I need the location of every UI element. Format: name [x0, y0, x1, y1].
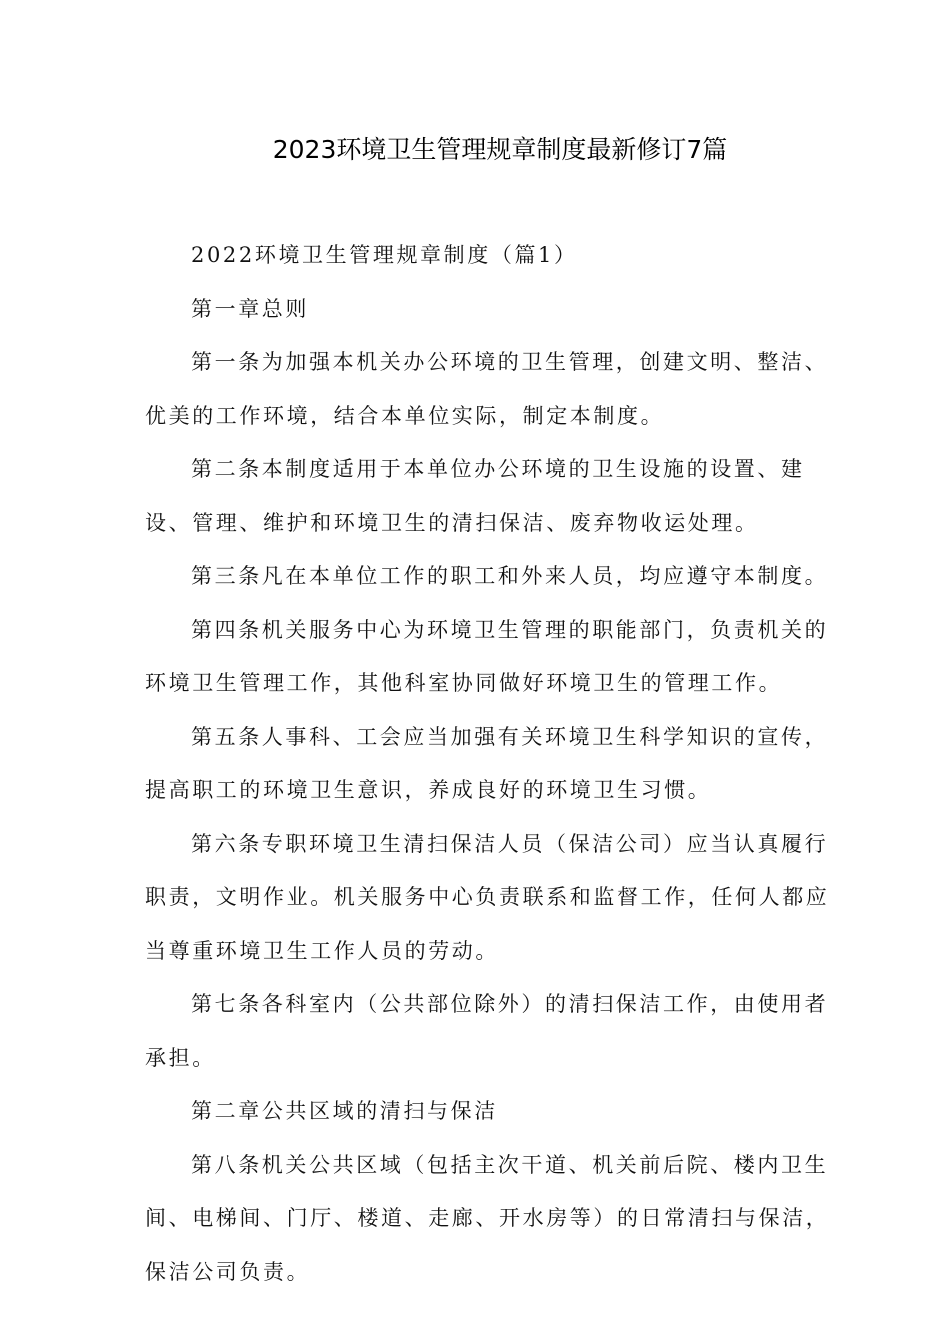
- text-line: 第一章总则: [191, 296, 309, 321]
- text-line: 第五条人事科、工会应当加强有关环境卫生科学知识的宣传，: [191, 724, 829, 749]
- article-7: [145, 978, 829, 1085]
- text-line: 当尊重环境卫生工作人员的劳动。: [145, 938, 499, 963]
- text-line: 提高职工的环境卫生意识，养成良好的环境卫生习惯。: [145, 778, 712, 802]
- document-title: 2023环境卫生管理规章制度最新修订7篇: [272, 135, 728, 164]
- article-6: [145, 818, 830, 979]
- article-2: [145, 443, 807, 550]
- text-line: 第二条本制度适用于本单位办公环境的卫生设施的设置、建: [191, 457, 805, 481]
- text-line: 承担。: [145, 1045, 216, 1070]
- chapter-heading: [145, 283, 807, 337]
- document-body: [145, 229, 830, 1299]
- text-line: 第八条机关公共区域（包括主次干道、机关前后院、楼内卫生: [191, 1152, 829, 1177]
- text-line: 第四条机关服务中心为环境卫生管理的职能部门，负责机关的: [191, 617, 829, 642]
- text-line: 间、电梯间、门厅、楼道、走廊、开水房等）的日常清扫与保洁，: [145, 1206, 830, 1230]
- text-line: 保洁公司负责。: [145, 1259, 311, 1284]
- article-8: [145, 1139, 830, 1300]
- text-line: 优美的工作环境，结合本单位实际，制定本制度。: [145, 403, 665, 428]
- section-heading-part-1: [145, 229, 807, 283]
- text-line: 第三条凡在本单位工作的职工和外来人员，均应遵守本制度。: [191, 564, 829, 588]
- chapter-2-heading: [145, 1085, 807, 1139]
- text-line: 职责，文明作业。机关服务中心负责联系和监督工作，任何人都应: [145, 885, 830, 909]
- article-4: [145, 604, 829, 711]
- text-line: 设、管理、维护和环境卫生的清扫保洁、废弃物收运处理。: [145, 510, 759, 535]
- article-5: [145, 711, 829, 818]
- text-line: 第六条专职环境卫生清扫保洁人员（保洁公司）应当认真履行: [191, 831, 829, 856]
- article-1: [145, 336, 829, 443]
- text-line: 第七条各科室内（公共部位除外）的清扫保洁工作，由使用者: [191, 992, 829, 1016]
- article-3: [145, 550, 829, 604]
- text-line: 2022环境卫生管理规章制度（篇1）: [191, 243, 578, 267]
- text-line: 第一条为加强本机关办公环境的卫生管理，创建文明、整洁、: [191, 350, 829, 374]
- text-line: 第二章公共区域的清扫与保洁: [191, 1099, 498, 1123]
- text-line: 环境卫生管理工作，其他科室协同做好环境卫生的管理工作。: [145, 671, 783, 695]
